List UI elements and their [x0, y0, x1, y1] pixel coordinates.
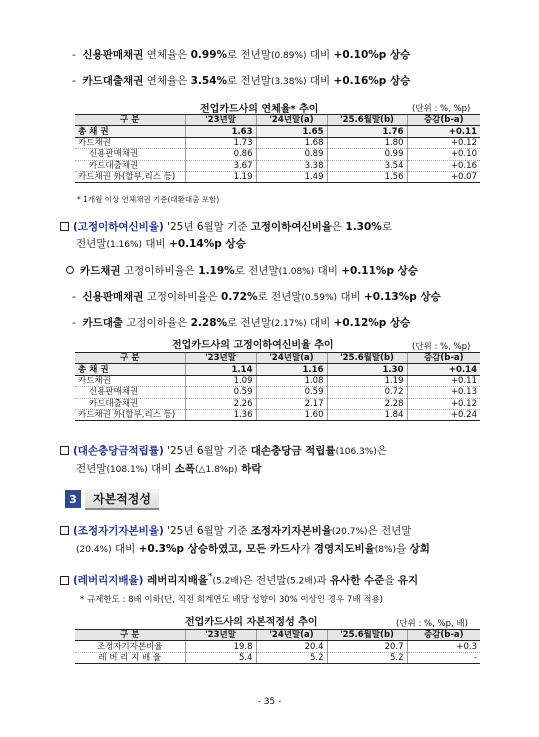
table1-unit: (단위 : %, %p): [412, 104, 471, 114]
table-row: 조정자기자본비율 19.8 20.4 20.7 +0.3: [75, 641, 480, 652]
checkbox-square-icon: [60, 526, 69, 535]
table-header-row: 구 분 '23년말 '24년말(a) '25.6월말(b) 증감(b-a): [75, 115, 480, 126]
table-row: 총 채 권 1.14 1.16 1.30 +0.14: [75, 364, 480, 375]
table2-unit: (단위 : %, %p): [412, 342, 471, 352]
table-row: 총 채 권 1.63 1.65 1.76 +0.11: [75, 126, 480, 137]
section-heading: [65, 489, 159, 509]
table3-title: 전업카드사의 자본적정성 추이: [185, 617, 318, 628]
table-row: 카드채권 1.09 1.08 1.19 +0.11: [75, 375, 480, 386]
checkbox-square-icon: [60, 576, 69, 585]
table2-title: 전업카드사의 고정이하여신비율 추이: [172, 340, 334, 351]
paragraph-provision-line1: (대손충당금적립률) '25년 6월말 기준 대손충당금 적립률(106.3%)은: [60, 444, 387, 459]
paragraph-leverage: (레버리지배율) 레버리지배율*(5.2배)은 전년말(5.2배)과 유사한 수준을 유지: [60, 570, 418, 589]
table-header-row: 구 분 '23년말 '24년말(a) '25.6월말(b) 증감(b-a): [75, 353, 480, 364]
table-row: 카드채권 外(할부,리스 등) 1.36 1.60 1.84 +0.24: [75, 409, 480, 420]
table-row: 카드대출채권 3.67 3.38 3.54 +0.16: [75, 160, 480, 171]
section-number: 3: [65, 490, 81, 508]
bullet-credit-sales-fixed: - 신용판매채권 고정이하비율은 0.72%로 전년말(0.59%) 대비 +0.13%p 상승: [72, 291, 441, 303]
bullet-card-loan-fixed: - 카드대출 고정이하율은 2.28%로 전년말(2.17%) 대비 +0.12%p 상승: [72, 317, 411, 329]
table1-title: 전업카드사의 연체율* 추이: [200, 104, 319, 115]
table-row: 신용판매채권 0.59 0.59 0.72 +0.13: [75, 387, 480, 398]
table-row: 카드채권 外(할부,리스 등) 1.19 1.49 1.56 +0.07: [75, 171, 480, 182]
table1-footnote: * 1개월 이상 연체채권 기준(대환대출 포함): [77, 195, 220, 204]
section-title: 자본적정성: [85, 489, 159, 510]
page-number: - 35 -: [257, 697, 282, 707]
paragraph-fixed-ratio-line1: (고정이하여신비율) '25년 6월말 기준 고정이하여신비율은 1.30%로: [60, 220, 392, 234]
checkbox-square-icon: [60, 446, 69, 455]
leverage-footnote: * 규제한도 : 8배 이하(단, 직전 회계연도 배당 성향이 30% 이상인 경우 7배 적용): [80, 595, 383, 605]
table-row: 레 버 리 지 배 율 5.4 5.2 5.2 -: [75, 652, 480, 663]
bullet-credit-sales-delinquency: - 신용판매채권 연체율은 0.99%로 전년말(0.89%) 대비 +0.10%p 상승: [72, 49, 411, 61]
bullet-card-loan-delinquency: - 카드대출채권 연체율은 3.54%로 전년말(3.38%) 대비 +0.16%p 상승: [72, 75, 411, 87]
paragraph-capital-line1: (조정자기자본비율) '25년 6월말 기준 조정자기자본비율(20.7%)은 전년말: [60, 524, 411, 539]
paragraph-fixed-ratio-line2: 전년말(1.16%) 대비 +0.14%p 상승: [76, 238, 246, 250]
table-header-row: 구 분 '23년말 '24년말(a) '25.6월말(b) 증감(b-a): [75, 630, 480, 641]
table3-unit: (단위 : %, %p, 배): [396, 619, 468, 629]
table-row: 신용판매채권 0.86 0.89 0.99 +0.10: [75, 149, 480, 160]
paragraph-provision-line2: 전년말(108.1%) 대비 소폭(△1.8%p) 하락: [76, 463, 262, 475]
fixed-ratio-table: [75, 352, 480, 421]
capital-adequacy-table: [75, 629, 480, 664]
delinquency-table: [75, 114, 480, 183]
circle-bullet-icon: [66, 266, 74, 274]
checkbox-square-icon: [60, 222, 69, 231]
paragraph-capital-line2: (20.4%) 대비 +0.3%p 상승하였고, 모든 카드사가 경영지도비율(8%)을 상회: [76, 543, 430, 555]
circle-item-card-receivables: 카드채권 고정이하비율은 1.19%로 전년말(1.08%) 대비 +0.11%p 상승: [66, 264, 418, 279]
table-row: 카드채권 1.73 1.68 1.80 +0.12: [75, 137, 480, 148]
table-row: 카드대출채권 2.26 2.17 2.28 +0.12: [75, 398, 480, 409]
